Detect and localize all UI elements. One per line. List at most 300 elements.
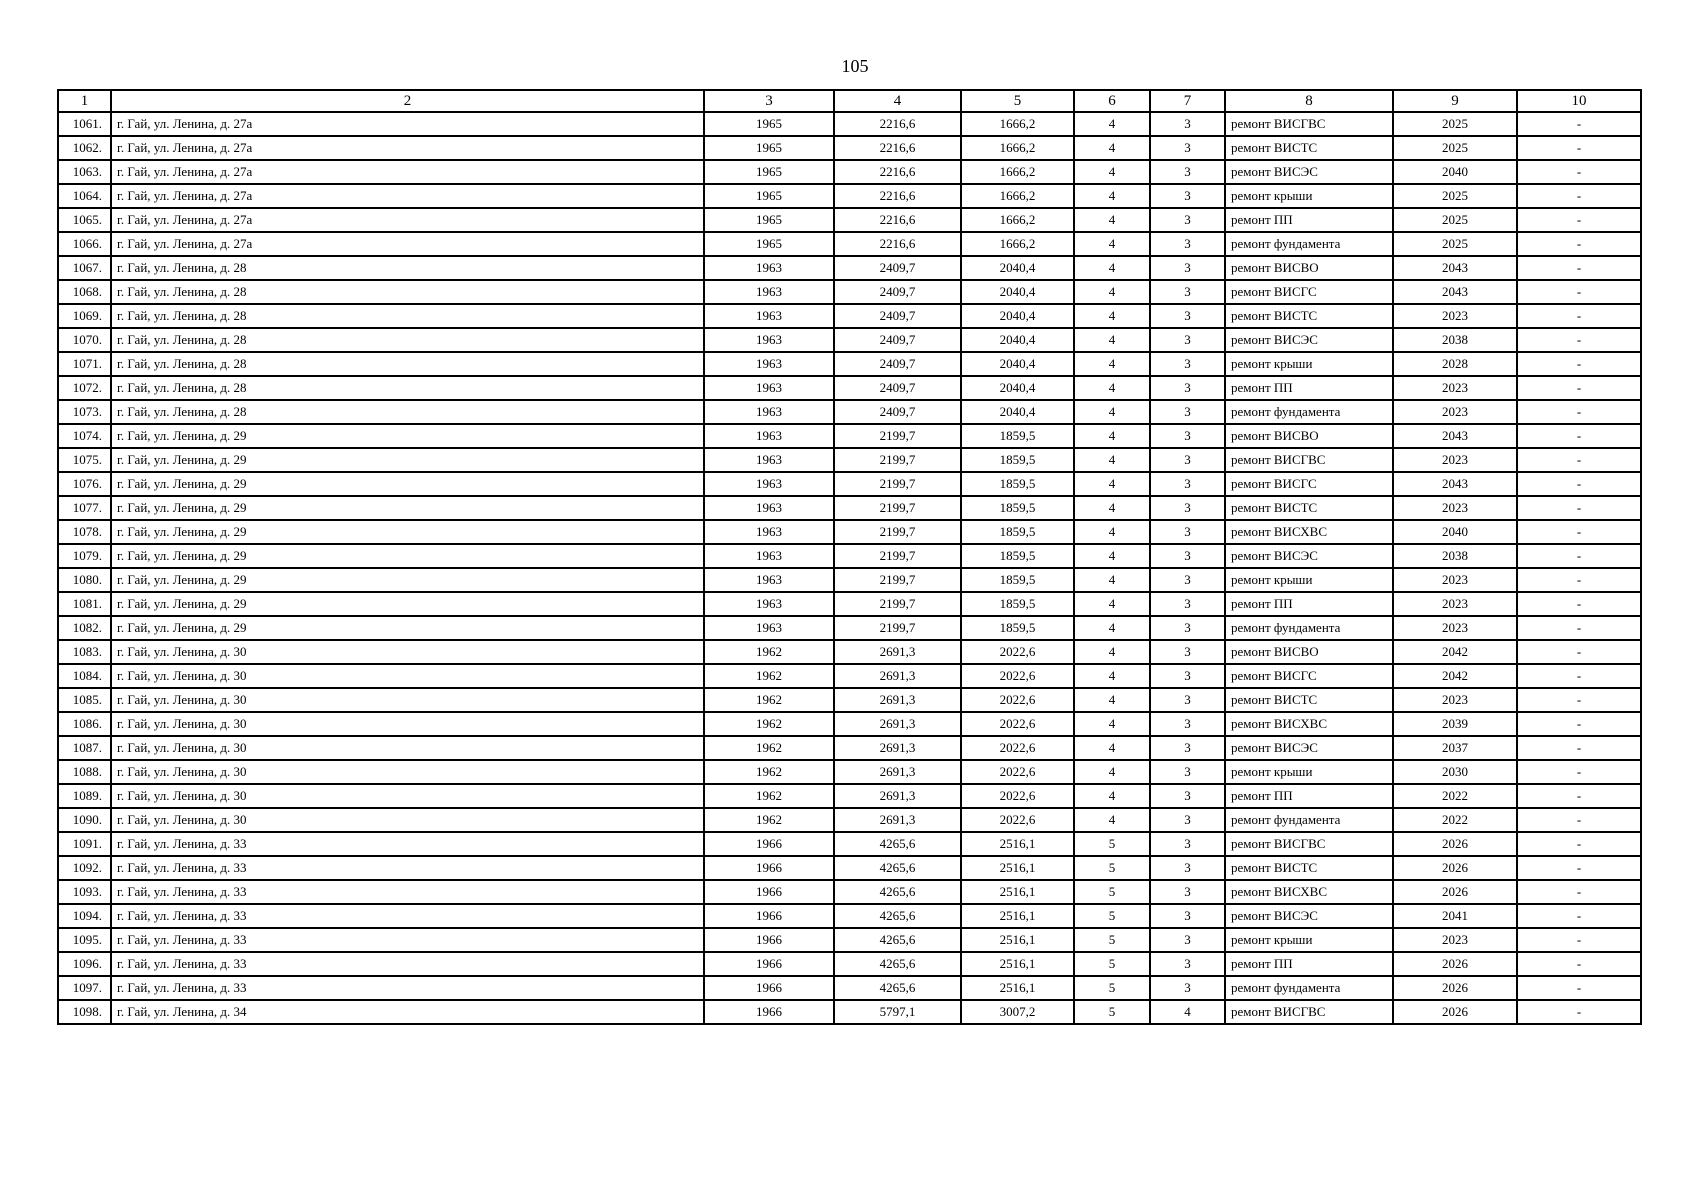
table-row — [58, 880, 1641, 904]
cell-note: - — [1517, 976, 1641, 1000]
cell-planned-year: 2030 — [1393, 760, 1517, 784]
cell-row-number: 1077. — [58, 496, 111, 520]
cell-planned-year: 2023 — [1393, 496, 1517, 520]
cell-note: - — [1517, 136, 1641, 160]
cell-living-area: 2040,4 — [961, 352, 1074, 376]
cell-floors: 4 — [1074, 760, 1150, 784]
cell-planned-year: 2040 — [1393, 520, 1517, 544]
table-row — [58, 976, 1641, 1000]
cell-entrances: 3 — [1150, 160, 1225, 184]
cell-row-number: 1076. — [58, 472, 111, 496]
cell-address: г. Гай, ул. Ленина, д. 28 — [111, 376, 704, 400]
cell-floors: 4 — [1074, 712, 1150, 736]
cell-work-type: ремонт ВИСЭС — [1225, 544, 1393, 568]
column-header: 5 — [961, 90, 1074, 112]
cell-living-area: 1859,5 — [961, 592, 1074, 616]
cell-floors: 4 — [1074, 208, 1150, 232]
cell-planned-year: 2043 — [1393, 472, 1517, 496]
cell-row-number: 1087. — [58, 736, 111, 760]
cell-note: - — [1517, 160, 1641, 184]
cell-floors: 4 — [1074, 688, 1150, 712]
cell-entrances: 3 — [1150, 448, 1225, 472]
cell-note: - — [1517, 352, 1641, 376]
cell-row-number: 1061. — [58, 112, 111, 136]
cell-build-year: 1965 — [704, 208, 834, 232]
cell-planned-year: 2043 — [1393, 256, 1517, 280]
cell-floors: 5 — [1074, 976, 1150, 1000]
cell-living-area: 2040,4 — [961, 256, 1074, 280]
cell-work-type: ремонт ПП — [1225, 592, 1393, 616]
cell-work-type: ремонт ВИСХВС — [1225, 520, 1393, 544]
cell-row-number: 1073. — [58, 400, 111, 424]
table-row — [58, 544, 1641, 568]
table-row — [58, 352, 1641, 376]
cell-entrances: 3 — [1150, 880, 1225, 904]
cell-living-area: 1859,5 — [961, 472, 1074, 496]
cell-living-area: 2022,6 — [961, 712, 1074, 736]
cell-work-type: ремонт крыши — [1225, 928, 1393, 952]
cell-floors: 4 — [1074, 352, 1150, 376]
cell-build-year: 1962 — [704, 712, 834, 736]
cell-total-area: 4265,6 — [834, 856, 961, 880]
cell-planned-year: 2023 — [1393, 688, 1517, 712]
cell-planned-year: 2026 — [1393, 832, 1517, 856]
column-header: 6 — [1074, 90, 1150, 112]
cell-row-number: 1069. — [58, 304, 111, 328]
cell-address: г. Гай, ул. Ленина, д. 33 — [111, 832, 704, 856]
cell-build-year: 1963 — [704, 328, 834, 352]
cell-floors: 4 — [1074, 112, 1150, 136]
cell-note: - — [1517, 928, 1641, 952]
cell-address: г. Гай, ул. Ленина, д. 33 — [111, 952, 704, 976]
cell-address: г. Гай, ул. Ленина, д. 29 — [111, 544, 704, 568]
cell-living-area: 2516,1 — [961, 832, 1074, 856]
cell-note: - — [1517, 640, 1641, 664]
cell-planned-year: 2026 — [1393, 976, 1517, 1000]
cell-total-area: 2199,7 — [834, 472, 961, 496]
cell-work-type: ремонт ВИСЭС — [1225, 904, 1393, 928]
cell-planned-year: 2023 — [1393, 928, 1517, 952]
table-row — [58, 736, 1641, 760]
table-row — [58, 136, 1641, 160]
cell-living-area: 1666,2 — [961, 208, 1074, 232]
cell-floors: 4 — [1074, 640, 1150, 664]
cell-note: - — [1517, 712, 1641, 736]
cell-build-year: 1965 — [704, 112, 834, 136]
cell-row-number: 1080. — [58, 568, 111, 592]
cell-work-type: ремонт крыши — [1225, 352, 1393, 376]
cell-total-area: 2691,3 — [834, 760, 961, 784]
cell-address: г. Гай, ул. Ленина, д. 33 — [111, 880, 704, 904]
cell-address: г. Гай, ул. Ленина, д. 28 — [111, 352, 704, 376]
table-row — [58, 712, 1641, 736]
cell-work-type: ремонт ПП — [1225, 376, 1393, 400]
cell-planned-year: 2022 — [1393, 784, 1517, 808]
cell-build-year: 1963 — [704, 448, 834, 472]
cell-living-area: 2022,6 — [961, 688, 1074, 712]
cell-living-area: 3007,2 — [961, 1000, 1074, 1024]
cell-address: г. Гай, ул. Ленина, д. 29 — [111, 616, 704, 640]
cell-build-year: 1962 — [704, 808, 834, 832]
cell-total-area: 2409,7 — [834, 280, 961, 304]
table-row — [58, 808, 1641, 832]
cell-note: - — [1517, 592, 1641, 616]
table-row — [58, 472, 1641, 496]
table-row — [58, 256, 1641, 280]
cell-floors: 4 — [1074, 664, 1150, 688]
cell-entrances: 3 — [1150, 952, 1225, 976]
cell-address: г. Гай, ул. Ленина, д. 30 — [111, 736, 704, 760]
cell-planned-year: 2023 — [1393, 304, 1517, 328]
cell-total-area: 2199,7 — [834, 424, 961, 448]
cell-planned-year: 2023 — [1393, 592, 1517, 616]
cell-row-number: 1084. — [58, 664, 111, 688]
cell-build-year: 1963 — [704, 280, 834, 304]
cell-floors: 5 — [1074, 880, 1150, 904]
cell-living-area: 1666,2 — [961, 184, 1074, 208]
cell-total-area: 2409,7 — [834, 256, 961, 280]
column-header: 8 — [1225, 90, 1393, 112]
cell-entrances: 3 — [1150, 424, 1225, 448]
column-header: 9 — [1393, 90, 1517, 112]
cell-work-type: ремонт ВИСТС — [1225, 856, 1393, 880]
cell-address: г. Гай, ул. Ленина, д. 30 — [111, 688, 704, 712]
cell-note: - — [1517, 448, 1641, 472]
cell-work-type: ремонт ВИСГВС — [1225, 832, 1393, 856]
cell-work-type: ремонт ВИСГВС — [1225, 1000, 1393, 1024]
cell-build-year: 1966 — [704, 928, 834, 952]
cell-work-type: ремонт ВИСТС — [1225, 496, 1393, 520]
table-row — [58, 184, 1641, 208]
cell-total-area: 2409,7 — [834, 376, 961, 400]
cell-planned-year: 2023 — [1393, 376, 1517, 400]
cell-floors: 4 — [1074, 520, 1150, 544]
cell-entrances: 3 — [1150, 928, 1225, 952]
cell-total-area: 2199,7 — [834, 520, 961, 544]
table-row — [58, 928, 1641, 952]
cell-address: г. Гай, ул. Ленина, д. 29 — [111, 520, 704, 544]
cell-total-area: 5797,1 — [834, 1000, 961, 1024]
cell-note: - — [1517, 328, 1641, 352]
cell-build-year: 1963 — [704, 304, 834, 328]
cell-note: - — [1517, 208, 1641, 232]
cell-address: г. Гай, ул. Ленина, д. 27а — [111, 112, 704, 136]
cell-entrances: 3 — [1150, 520, 1225, 544]
column-header: 4 — [834, 90, 961, 112]
cell-work-type: ремонт ВИСВО — [1225, 256, 1393, 280]
table-row — [58, 664, 1641, 688]
cell-total-area: 2691,3 — [834, 640, 961, 664]
cell-address: г. Гай, ул. Ленина, д. 33 — [111, 904, 704, 928]
cell-total-area: 4265,6 — [834, 976, 961, 1000]
cell-living-area: 1859,5 — [961, 424, 1074, 448]
cell-planned-year: 2025 — [1393, 208, 1517, 232]
cell-planned-year: 2025 — [1393, 184, 1517, 208]
cell-row-number: 1072. — [58, 376, 111, 400]
cell-total-area: 2691,3 — [834, 664, 961, 688]
cell-note: - — [1517, 280, 1641, 304]
table-row — [58, 952, 1641, 976]
cell-floors: 4 — [1074, 400, 1150, 424]
cell-living-area: 1859,5 — [961, 496, 1074, 520]
cell-note: - — [1517, 544, 1641, 568]
cell-planned-year: 2028 — [1393, 352, 1517, 376]
cell-planned-year: 2037 — [1393, 736, 1517, 760]
cell-address: г. Гай, ул. Ленина, д. 34 — [111, 1000, 704, 1024]
cell-entrances: 3 — [1150, 856, 1225, 880]
cell-address: г. Гай, ул. Ленина, д. 33 — [111, 976, 704, 1000]
cell-work-type: ремонт ВИСГС — [1225, 472, 1393, 496]
cell-note: - — [1517, 400, 1641, 424]
table-row — [58, 112, 1641, 136]
table-row — [58, 400, 1641, 424]
cell-living-area: 2022,6 — [961, 808, 1074, 832]
cell-planned-year: 2026 — [1393, 880, 1517, 904]
cell-floors: 4 — [1074, 256, 1150, 280]
cell-entrances: 3 — [1150, 808, 1225, 832]
cell-entrances: 3 — [1150, 184, 1225, 208]
table-header-row — [58, 90, 1641, 112]
cell-total-area: 2216,6 — [834, 136, 961, 160]
table-body — [58, 112, 1641, 1024]
cell-work-type: ремонт ВИСТС — [1225, 304, 1393, 328]
cell-row-number: 1062. — [58, 136, 111, 160]
table-row — [58, 208, 1641, 232]
cell-note: - — [1517, 424, 1641, 448]
cell-note: - — [1517, 112, 1641, 136]
cell-total-area: 2199,7 — [834, 592, 961, 616]
cell-address: г. Гай, ул. Ленина, д. 29 — [111, 448, 704, 472]
cell-note: - — [1517, 952, 1641, 976]
cell-floors: 5 — [1074, 928, 1150, 952]
cell-total-area: 2691,3 — [834, 736, 961, 760]
cell-living-area: 2022,6 — [961, 784, 1074, 808]
cell-living-area: 1666,2 — [961, 160, 1074, 184]
cell-address: г. Гай, ул. Ленина, д. 27а — [111, 208, 704, 232]
cell-note: - — [1517, 520, 1641, 544]
cell-note: - — [1517, 736, 1641, 760]
cell-floors: 4 — [1074, 424, 1150, 448]
cell-build-year: 1963 — [704, 400, 834, 424]
cell-note: - — [1517, 808, 1641, 832]
cell-living-area: 2040,4 — [961, 328, 1074, 352]
cell-address: г. Гай, ул. Ленина, д. 30 — [111, 760, 704, 784]
cell-note: - — [1517, 832, 1641, 856]
table-row — [58, 448, 1641, 472]
table-row — [58, 592, 1641, 616]
cell-work-type: ремонт ВИСГВС — [1225, 112, 1393, 136]
cell-build-year: 1966 — [704, 952, 834, 976]
cell-work-type: ремонт ВИСГС — [1225, 664, 1393, 688]
cell-row-number: 1066. — [58, 232, 111, 256]
cell-build-year: 1966 — [704, 856, 834, 880]
cell-build-year: 1963 — [704, 472, 834, 496]
cell-row-number: 1096. — [58, 952, 111, 976]
cell-planned-year: 2023 — [1393, 568, 1517, 592]
cell-floors: 5 — [1074, 952, 1150, 976]
cell-build-year: 1963 — [704, 568, 834, 592]
cell-build-year: 1962 — [704, 640, 834, 664]
cell-total-area: 2409,7 — [834, 328, 961, 352]
cell-work-type: ремонт ВИСГВС — [1225, 448, 1393, 472]
cell-floors: 4 — [1074, 736, 1150, 760]
column-header: 10 — [1517, 90, 1641, 112]
cell-total-area: 2409,7 — [834, 304, 961, 328]
capital-repair-table — [57, 89, 1642, 1025]
cell-total-area: 2199,7 — [834, 448, 961, 472]
cell-note: - — [1517, 256, 1641, 280]
cell-living-area: 1859,5 — [961, 520, 1074, 544]
cell-total-area: 4265,6 — [834, 952, 961, 976]
cell-note: - — [1517, 784, 1641, 808]
column-header: 1 — [58, 90, 111, 112]
cell-living-area: 2516,1 — [961, 952, 1074, 976]
cell-planned-year: 2041 — [1393, 904, 1517, 928]
cell-address: г. Гай, ул. Ленина, д. 33 — [111, 928, 704, 952]
cell-floors: 4 — [1074, 304, 1150, 328]
cell-row-number: 1071. — [58, 352, 111, 376]
cell-work-type: ремонт ВИСГС — [1225, 280, 1393, 304]
cell-address: г. Гай, ул. Ленина, д. 30 — [111, 784, 704, 808]
cell-address: г. Гай, ул. Ленина, д. 28 — [111, 280, 704, 304]
cell-address: г. Гай, ул. Ленина, д. 28 — [111, 304, 704, 328]
cell-note: - — [1517, 232, 1641, 256]
cell-work-type: ремонт ВИСВО — [1225, 640, 1393, 664]
cell-work-type: ремонт ВИСЭС — [1225, 736, 1393, 760]
cell-note: - — [1517, 688, 1641, 712]
cell-address: г. Гай, ул. Ленина, д. 27а — [111, 232, 704, 256]
cell-entrances: 3 — [1150, 688, 1225, 712]
cell-entrances: 3 — [1150, 352, 1225, 376]
cell-row-number: 1086. — [58, 712, 111, 736]
cell-living-area: 1666,2 — [961, 232, 1074, 256]
cell-living-area: 2022,6 — [961, 640, 1074, 664]
cell-build-year: 1963 — [704, 496, 834, 520]
table-row — [58, 688, 1641, 712]
cell-planned-year: 2038 — [1393, 544, 1517, 568]
cell-entrances: 3 — [1150, 544, 1225, 568]
cell-build-year: 1965 — [704, 136, 834, 160]
cell-entrances: 4 — [1150, 1000, 1225, 1024]
cell-entrances: 3 — [1150, 304, 1225, 328]
cell-note: - — [1517, 904, 1641, 928]
cell-address: г. Гай, ул. Ленина, д. 29 — [111, 424, 704, 448]
cell-total-area: 4265,6 — [834, 928, 961, 952]
cell-entrances: 3 — [1150, 136, 1225, 160]
cell-address: г. Гай, ул. Ленина, д. 30 — [111, 808, 704, 832]
cell-note: - — [1517, 472, 1641, 496]
cell-floors: 4 — [1074, 328, 1150, 352]
cell-living-area: 2516,1 — [961, 880, 1074, 904]
cell-total-area: 2216,6 — [834, 232, 961, 256]
cell-entrances: 3 — [1150, 232, 1225, 256]
cell-living-area: 2040,4 — [961, 376, 1074, 400]
cell-build-year: 1963 — [704, 544, 834, 568]
cell-planned-year: 2043 — [1393, 424, 1517, 448]
cell-total-area: 2216,6 — [834, 208, 961, 232]
cell-row-number: 1083. — [58, 640, 111, 664]
cell-address: г. Гай, ул. Ленина, д. 30 — [111, 712, 704, 736]
cell-address: г. Гай, ул. Ленина, д. 27а — [111, 184, 704, 208]
cell-total-area: 2409,7 — [834, 400, 961, 424]
table-row — [58, 784, 1641, 808]
cell-entrances: 3 — [1150, 976, 1225, 1000]
cell-build-year: 1962 — [704, 784, 834, 808]
cell-total-area: 2199,7 — [834, 496, 961, 520]
cell-note: - — [1517, 880, 1641, 904]
cell-row-number: 1093. — [58, 880, 111, 904]
cell-entrances: 3 — [1150, 904, 1225, 928]
cell-planned-year: 2042 — [1393, 640, 1517, 664]
cell-total-area: 2691,3 — [834, 808, 961, 832]
cell-living-area: 2516,1 — [961, 856, 1074, 880]
cell-row-number: 1088. — [58, 760, 111, 784]
table-row — [58, 832, 1641, 856]
cell-note: - — [1517, 184, 1641, 208]
cell-total-area: 2216,6 — [834, 184, 961, 208]
cell-build-year: 1962 — [704, 664, 834, 688]
cell-build-year: 1966 — [704, 904, 834, 928]
cell-work-type: ремонт фундамента — [1225, 976, 1393, 1000]
cell-row-number: 1064. — [58, 184, 111, 208]
cell-total-area: 2409,7 — [834, 352, 961, 376]
cell-total-area: 2691,3 — [834, 784, 961, 808]
cell-total-area: 2691,3 — [834, 688, 961, 712]
table-row — [58, 904, 1641, 928]
cell-planned-year: 2026 — [1393, 1000, 1517, 1024]
cell-living-area: 2022,6 — [961, 736, 1074, 760]
cell-build-year: 1965 — [704, 232, 834, 256]
table-row — [58, 160, 1641, 184]
cell-row-number: 1079. — [58, 544, 111, 568]
cell-address: г. Гай, ул. Ленина, д. 28 — [111, 400, 704, 424]
cell-floors: 4 — [1074, 136, 1150, 160]
cell-floors: 4 — [1074, 544, 1150, 568]
cell-entrances: 3 — [1150, 616, 1225, 640]
cell-row-number: 1075. — [58, 448, 111, 472]
column-header: 3 — [704, 90, 834, 112]
cell-entrances: 3 — [1150, 472, 1225, 496]
cell-work-type: ремонт ВИСХВС — [1225, 880, 1393, 904]
cell-row-number: 1092. — [58, 856, 111, 880]
cell-floors: 4 — [1074, 280, 1150, 304]
cell-build-year: 1963 — [704, 592, 834, 616]
cell-build-year: 1966 — [704, 976, 834, 1000]
cell-planned-year: 2043 — [1393, 280, 1517, 304]
cell-work-type: ремонт фундамента — [1225, 808, 1393, 832]
cell-planned-year: 2039 — [1393, 712, 1517, 736]
cell-living-area: 2040,4 — [961, 280, 1074, 304]
cell-entrances: 3 — [1150, 376, 1225, 400]
cell-floors: 4 — [1074, 616, 1150, 640]
cell-floors: 5 — [1074, 856, 1150, 880]
cell-entrances: 3 — [1150, 832, 1225, 856]
cell-address: г. Гай, ул. Ленина, д. 30 — [111, 664, 704, 688]
table-row — [58, 328, 1641, 352]
cell-total-area: 4265,6 — [834, 904, 961, 928]
cell-total-area: 2199,7 — [834, 616, 961, 640]
cell-planned-year: 2038 — [1393, 328, 1517, 352]
cell-build-year: 1966 — [704, 1000, 834, 1024]
cell-total-area: 2199,7 — [834, 568, 961, 592]
cell-row-number: 1082. — [58, 616, 111, 640]
cell-work-type: ремонт ВИСТС — [1225, 688, 1393, 712]
cell-living-area: 1859,5 — [961, 448, 1074, 472]
cell-entrances: 3 — [1150, 568, 1225, 592]
cell-build-year: 1966 — [704, 880, 834, 904]
cell-total-area: 2216,6 — [834, 112, 961, 136]
page-number: 105 — [841, 56, 869, 76]
